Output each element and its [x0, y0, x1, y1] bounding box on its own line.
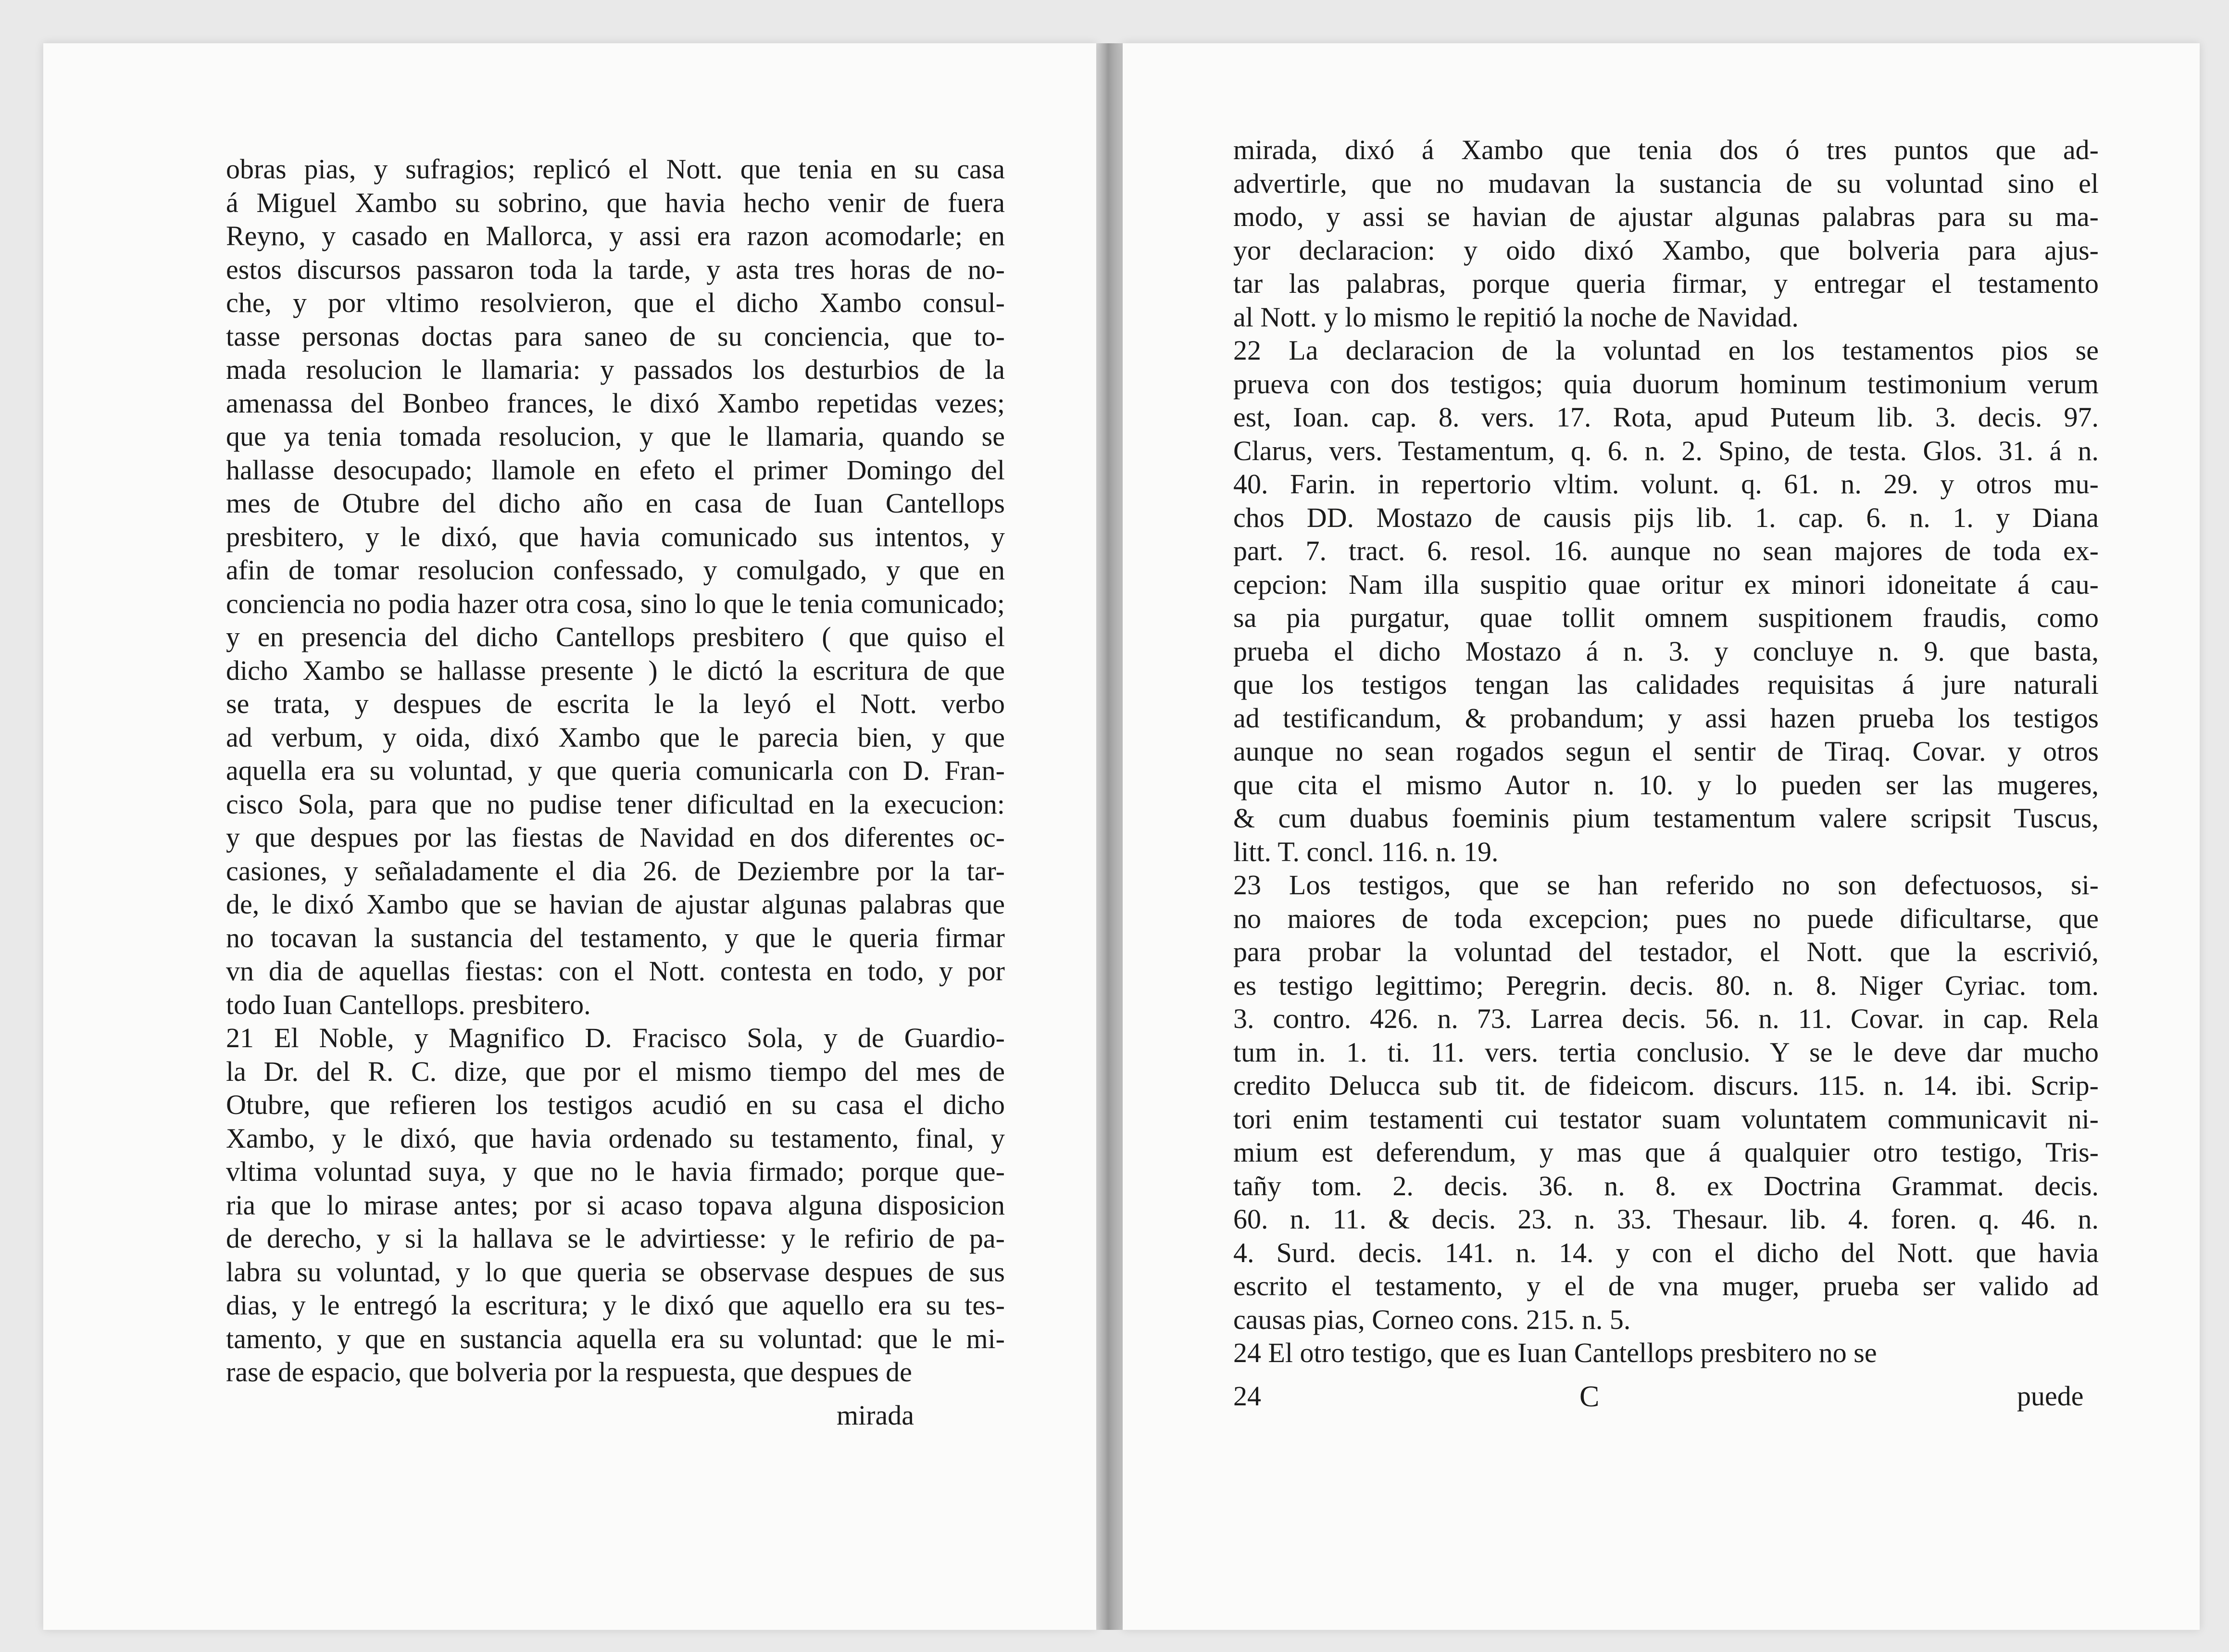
text-line: tasse personas doctas para saneo de su conciencia, que to-	[226, 320, 1005, 352]
text-line: vn dia de aquellas fiestas: con el Nott. contesta en todo, y por	[226, 955, 1005, 987]
text-line: mirada, dixó á Xambo que tenia dos ó tres puntos que ad-	[1233, 134, 2099, 165]
text-line: ria que lo mirase antes; por si acaso topava alguna disposicion	[226, 1189, 1005, 1221]
book-gutter	[1096, 43, 1123, 1630]
text-line: ad verbum, y oida, dixó Xambo que le parecia bien, y que	[226, 721, 1005, 753]
text-line: cisco Sola, para que no pudise tener dificultad en la execucion:	[226, 788, 1005, 820]
text-line: credito Delucca sub tit. de fideicom. discurs. 115. n. 14. ibi. Scrip-	[1233, 1070, 2099, 1101]
text-line: para probar la voluntad del testador, el Nott. que la escrivió,	[1233, 936, 2099, 967]
text-line: chos DD. Mostazo de causis pijs lib. 1. cap. 6. n. 1. y Diana	[1233, 501, 2099, 533]
text-line: labra su voluntad, y lo que queria se observase despues de sus	[226, 1256, 1005, 1288]
text-line: casiones, y señaladamente el dia 26. de Deziembre por la tar-	[226, 855, 1005, 887]
text-line: dicho Xambo se hallasse presente ) le dictó la escritura de que	[226, 654, 1005, 686]
text-line: conciencia no podia hazer otra cosa, sino lo que le tenia comunicado;	[226, 588, 1005, 619]
left-page	[43, 43, 1096, 1630]
text-line: causas pias, Corneo cons. 215. n. 5.	[1233, 1303, 1631, 1335]
text-line: yor declaracion: y oido dixó Xambo, que bolveria para ajus-	[1233, 234, 2099, 266]
text-line: Reyno, y casado en Mallorca, y assi era razon acomodarle; en	[226, 220, 1005, 251]
text-line: 3. contro. 426. n. 73. Larrea decis. 56. n. 11. Covar. in cap. Rela	[1233, 1003, 2099, 1034]
text-line: y en presencia del dicho Cantellops presbitero ( que quiso el	[226, 621, 1005, 652]
text-line: de, le dixó Xambo que se havian de ajustar algunas palabras que	[226, 889, 1005, 920]
text-line: mium est deferendum, y mas que á qualquier otro testigo, Tris-	[1233, 1137, 2099, 1168]
text-line: 23 Los testigos, que se han referido no son defectuosos, si-	[1233, 869, 2099, 901]
text-line: se trata, y despues de escrita le la leyó el Nott. verbo	[226, 688, 1005, 719]
text-line: que los testigos tengan las calidades requisitas á jure naturali	[1233, 669, 2099, 700]
text-line: es testigo legittimo; Peregrin. decis. 80. n. 8. Niger Cyriac. tom.	[1233, 969, 2099, 1001]
text-line: litt. T. concl. 116. n. 19.	[1233, 836, 1499, 867]
text-line: part. 7. tract. 6. resol. 16. aunque no sean majores de toda ex-	[1233, 535, 2099, 566]
text-line: y que despues por las fiestas de Navidad en dos diferentes oc-	[226, 822, 1005, 853]
text-line: Clarus, vers. Testamentum, q. 6. n. 2. Spino, de testa. Glos. 31. á n.	[1233, 435, 2099, 466]
text-line: estos discursos passaron toda la tarde, y asta tres horas de no-	[226, 253, 1005, 285]
text-line: hallasse desocupado; llamole en efeto el primer Domingo del	[226, 454, 1005, 486]
text-line: que cita el mismo Autor n. 10. y lo pueden ser las mugeres,	[1233, 769, 2099, 801]
text-line: mada resolucion le llamaria: y passados los desturbios de la	[226, 354, 1005, 385]
text-line: de derecho, y si la hallava se le advirtiesse: y le refirio de pa-	[226, 1223, 1005, 1254]
text-line: tar las palabras, porque queria firmar, y entregar el testamento	[1233, 268, 2099, 299]
text-line: 60. n. 11. & decis. 23. n. 33. Thesaur. lib. 4. foren. q. 46. n.	[1233, 1203, 2099, 1235]
text-line: mes de Otubre del dicho año en casa de Iuan Cantellops	[226, 488, 1005, 519]
page-number: 24	[1233, 1380, 1261, 1412]
text-line: & cum duabus foeminis pium testamentum valere scripsit Tuscus,	[1233, 802, 2099, 834]
text-line: tori enim testamenti cui testator suam voluntatem communicavit ni-	[1233, 1103, 2099, 1135]
text-line: que ya tenia tomada resolucion, y que le llamaria, quando se	[226, 421, 1005, 452]
text-line: vltima voluntad suya, y que no le havia firmado; porque que-	[226, 1156, 1005, 1187]
text-line: á Miguel Xambo su sobrino, que havia hecho venir de fuera	[226, 187, 1005, 218]
text-line: cepcion: Nam illa suspitio quae oritur ex minori idoneitate á cau-	[1233, 568, 2099, 600]
text-line: sa pia purgatur, quae tollit omnem suspitionem fraudis, como	[1233, 602, 2099, 633]
text-line: 4. Surd. decis. 141. n. 14. y con el dicho del Nott. que havia	[1233, 1237, 2099, 1268]
text-line: 24 El otro testigo, que es Iuan Cantellops presbitero no se	[1233, 1337, 1877, 1368]
text-line: Xambo, y le dixó, que havia ordenado su testamento, final, y	[226, 1122, 1005, 1154]
text-line: presbitero, y le dixó, que havia comunicado sus intentos, y	[226, 521, 1005, 552]
text-line: obras pias, y sufragios; replicó el Nott. que tenia en su casa	[226, 153, 1005, 185]
text-line: 22 La declaracion de la voluntad en los testamentos pios se	[1233, 335, 2099, 366]
text-line: la Dr. del R. C. dize, que por el mismo tiempo del mes de	[226, 1055, 1005, 1087]
text-line: dias, y le entregó la escritura; y le dixó que aquello era su tes-	[226, 1289, 1005, 1321]
text-line: al Nott. y lo mismo le repitió la noche de Navidad.	[1233, 301, 1799, 333]
text-line: advertirle, que no mudavan la sustancia de su voluntad sino el	[1233, 167, 2099, 199]
text-line: escrito el testamento, y el de vna muger, prueba ser valido ad	[1233, 1270, 2099, 1302]
text-line: 21 El Noble, y Magnifico D. Fracisco Sola, y de Guardio-	[226, 1022, 1005, 1053]
text-line: tum in. 1. ti. 11. vers. tertia conclusio. Y se le deve dar mucho	[1233, 1036, 2099, 1068]
text-line: est, Ioan. cap. 8. vers. 17. Rota, apud Puteum lib. 3. decis. 97.	[1233, 401, 2099, 433]
text-line: tañy tom. 2. decis. 36. n. 8. ex Doctrina Grammat. decis.	[1233, 1170, 2099, 1201]
text-line: prueva con dos testigos; quia duorum hominum testimonium verum	[1233, 368, 2099, 400]
text-line: rase de espacio, que bolveria por la respuesta, que despues de	[226, 1356, 912, 1388]
right-page	[1123, 43, 2200, 1630]
text-line: che, y por vltimo resolvieron, que el dicho Xambo consul-	[226, 287, 1005, 318]
text-line: no tocavan la sustancia del testamento, y que le queria firmar	[226, 922, 1005, 953]
text-line: prueba el dicho Mostazo á n. 3. y concluye n. 9. que basta,	[1233, 635, 2099, 667]
text-line: 40. Farin. in repertorio vltim. volunt. q. 61. n. 29. y otros mu-	[1233, 468, 2099, 500]
right-catchword: puede	[2017, 1380, 2084, 1412]
text-line: afin de tomar resolucion confessado, y comulgado, y que en	[226, 554, 1005, 586]
text-line: modo, y assi se havian de ajustar algunas palabras para su ma-	[1233, 201, 2099, 232]
text-line: ad testificandum, & probandum; y assi hazen prueba los testigos	[1233, 702, 2099, 734]
signature-mark: C	[1579, 1380, 1600, 1413]
text-line: amenassa del Bonbeo frances, le dixó Xambo repetidas vezes;	[226, 387, 1005, 419]
text-line: todo Iuan Cantellops. presbitero.	[226, 989, 591, 1020]
text-line: no maiores de toda excepcion; pues no puede dificultarse, que	[1233, 902, 2099, 934]
text-line: Otubre, que refieren los testigos acudió en su casa el dicho	[226, 1089, 1005, 1120]
text-line: aunque no sean rogados segun el sentir de Tiraq. Covar. y otros	[1233, 736, 2099, 767]
left-catchword: mirada	[837, 1400, 914, 1431]
text-line: tamento, y que en sustancia aquella era su voluntad: que le mi-	[226, 1323, 1005, 1354]
text-line: aquella era su voluntad, y que queria comunicarla con D. Fran-	[226, 755, 1005, 786]
